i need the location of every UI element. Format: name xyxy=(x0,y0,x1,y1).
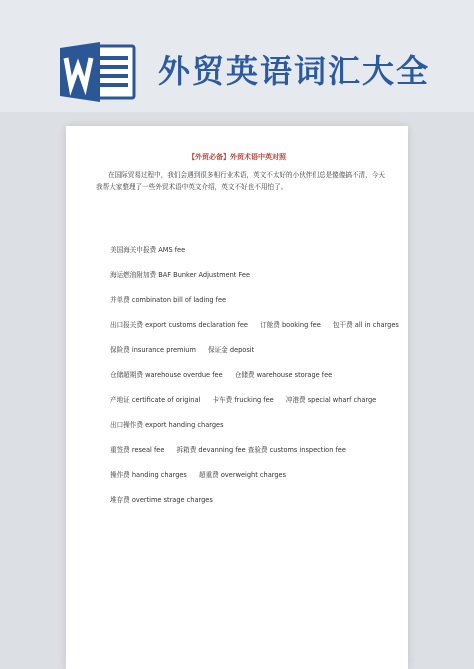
term-line xyxy=(110,494,213,504)
term-entry: 出口操作费 export handing charges xyxy=(110,421,224,429)
term-entry: 仓储费 warehouse storage fee xyxy=(234,371,333,379)
term-line xyxy=(110,394,376,404)
intro-paragraph: 在国际贸易过程中，我们会遇到很多相行业术语，英文不太好的小伙伴们总是傻傻搞不清，今天我帮大家整理了一些外贸术语中英文介绍，英文不好也不用怕了。 xyxy=(96,171,385,191)
term-entry: 拆箱费 devanning fee 查验费 customs inspection fee xyxy=(176,446,346,454)
term-line xyxy=(110,419,224,429)
term-entry: 保证金 deposit xyxy=(208,346,255,354)
term-entry: 美国海关申报费 AMS fee xyxy=(110,246,186,254)
document-heading: 【外贸必备】外贸术语中英对照 xyxy=(188,153,286,161)
term-line xyxy=(110,369,332,379)
term-line xyxy=(110,469,286,479)
term-line xyxy=(110,344,254,354)
term-entry: 堆存费 overtime strage charges xyxy=(110,496,213,504)
term-entry: 产地证 certificate of original xyxy=(110,396,201,404)
term-line xyxy=(110,294,226,304)
banner xyxy=(0,0,474,112)
term-entry: 包干费 all in charges xyxy=(332,321,399,329)
term-entry: 重签费 reseal fee xyxy=(110,446,165,454)
term-entry: 保险费 insurance premium xyxy=(110,346,196,354)
term-entry: 出口报关费 export customs declaration fee xyxy=(110,321,248,329)
term-entry: 卡车费 frucking fee xyxy=(212,396,274,404)
term-line xyxy=(110,269,250,279)
word-document-icon xyxy=(60,40,138,104)
term-line xyxy=(110,244,185,254)
term-line xyxy=(110,319,399,329)
term-entry: 并单费 combinaton bill of lading fee xyxy=(110,296,227,304)
banner-title: 外贸英语词汇大全 xyxy=(158,52,431,90)
term-entry: 操作费 handing charges xyxy=(110,471,187,479)
term-entry: 超重费 overweight charges xyxy=(198,471,287,479)
term-entry: 仓储超期费 warehouse overdue fee xyxy=(110,371,223,379)
document-page xyxy=(66,126,408,669)
term-entry: 冲港费 special wharf charge xyxy=(285,396,377,404)
term-entry: 订舱费 booking fee xyxy=(260,321,321,329)
term-entry: 海运燃油附加费 BAF Bunker Adjustment Fee xyxy=(110,271,251,279)
term-line xyxy=(110,444,346,454)
